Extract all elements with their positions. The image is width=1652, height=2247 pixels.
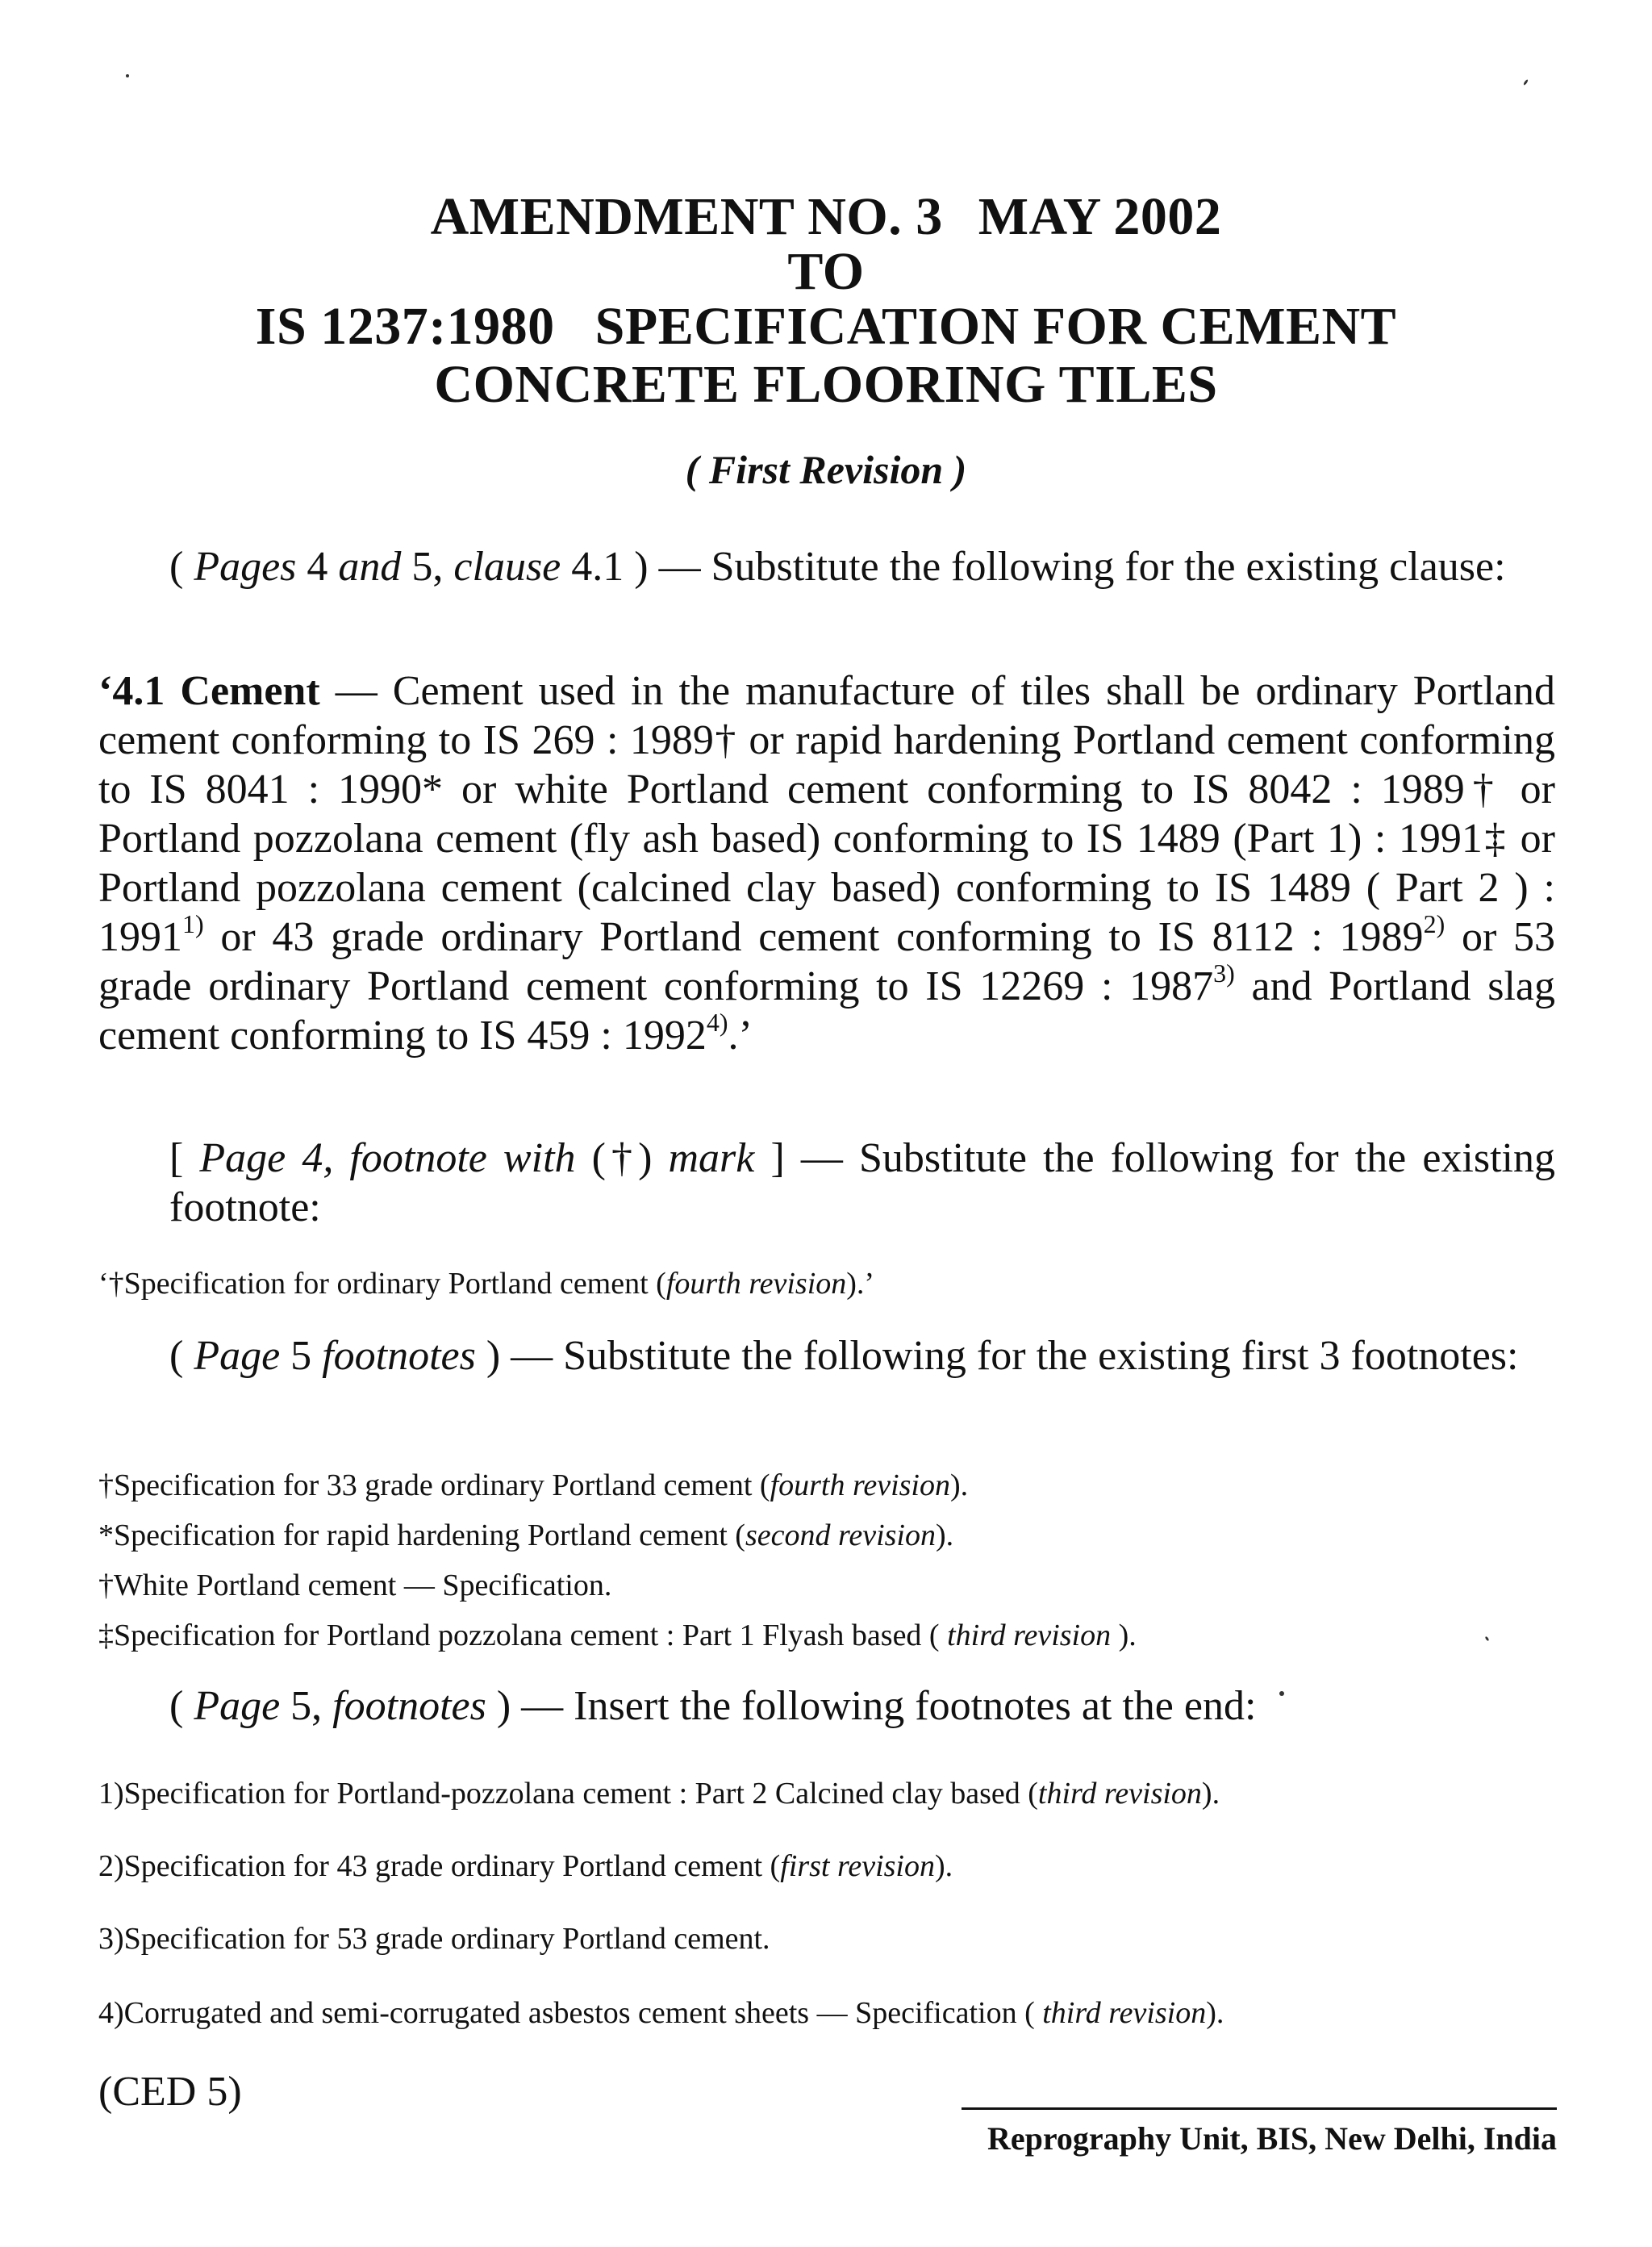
standard-title: IS 1237:1980 SPECIFICATION FOR CEMENT <box>255 297 1397 356</box>
footnote-line: ‡Specification for Portland pozzolana cement : Part 1 Flyash based ( third revision ). <box>98 1618 1137 1652</box>
scan-speck <box>1523 79 1529 86</box>
committee-code: (CED 5) <box>98 2069 242 2115</box>
scan-speck <box>126 74 129 77</box>
scan-speck <box>1279 1691 1284 1696</box>
instruction-page5-footnotes: ( Page 5 footnotes ) — Substitute the following for the existing first 3 footnotes: <box>169 1333 1519 1379</box>
amendment-title: AMENDMENT NO. 3 MAY 2002 <box>430 187 1222 246</box>
revision-subtitle: ( First Revision ) <box>685 447 967 492</box>
added-footnote: 2)Specification for 43 grade ordinary Portland cement (first revision). <box>98 1849 953 1883</box>
footnote-ref-1: 1) <box>182 909 204 938</box>
instruction-footnote-dagger: [ Page 4, footnote with (†) mark ] — Substitute the following for the existing footnote: <box>169 1135 1555 1230</box>
clause-4-1: ‘4.1 Cement — Cement used in the manufacture of tiles shall be ordinary Portland cement conforming to IS 269 : 1989† or rapid hardening Portland cement conforming to IS 8041 : 1990* or white Portland cement conforming to IS 8042 : 1989† or Portland pozzolana cement (fly ash based) conforming to IS 1489 (Part 1) : 1991‡ or Portland pozzolana cement (calcined clay based) conforming to IS 1489 ( Part 2 ) : 1991$^{1)}$ or 43 grade ordinary Portland cement conforming to IS 8112 : 1989$^{2)}$ or 53 grade ordinary Portland cement conforming to IS 12269 : 1987$^{3)}$ and Portland slag cement conforming to IS 459 : 1992$^{4)}$.’ <box>98 668 1555 1059</box>
footnote-line: †Specification for 33 grade ordinary Portland cement (fourth revision). <box>98 1468 969 1502</box>
footnote-ref-4: 4) <box>706 1008 728 1037</box>
added-footnote: 4)Corrugated and semi-corrugated asbestos cement sheets — Specification ( third revision). <box>98 1996 1224 2030</box>
footnote-ref-2: 2) <box>1423 909 1446 938</box>
printer-imprint: Reprography Unit, BIS, New Delhi, India <box>987 2120 1557 2157</box>
added-footnote: 1)Specification for Portland-pozzolana cement : Part 2 Calcined clay based (third revision). <box>98 1777 1220 1811</box>
instruction-insert-footnotes: ( Page 5, footnotes ) — Insert the following footnotes at the end: <box>169 1683 1257 1729</box>
standard-title-cont: CONCRETE FLOORING TILES <box>434 355 1218 414</box>
footnote-line: *Specification for rapid hardening Portland cement (second revision). <box>98 1518 954 1552</box>
footnote-dagger-text: ‘†Specification for ordinary Portland cement (fourth revision).’ <box>98 1267 875 1301</box>
added-footnote: 3)Specification for 53 grade ordinary Portland cement. <box>98 1922 770 1956</box>
title-to: TO <box>787 242 865 301</box>
footnote-ref-3: 3) <box>1213 959 1235 988</box>
instruction-clause-substitute: ( Pages 4 and 5, clause 4.1 ) — Substitute the following for the existing clause: <box>169 544 1506 590</box>
imprint-divider <box>962 2107 1557 2110</box>
clause-heading: ‘4.1 Cement <box>98 668 320 714</box>
footnote-line: †White Portland cement — Specification. <box>98 1568 612 1602</box>
